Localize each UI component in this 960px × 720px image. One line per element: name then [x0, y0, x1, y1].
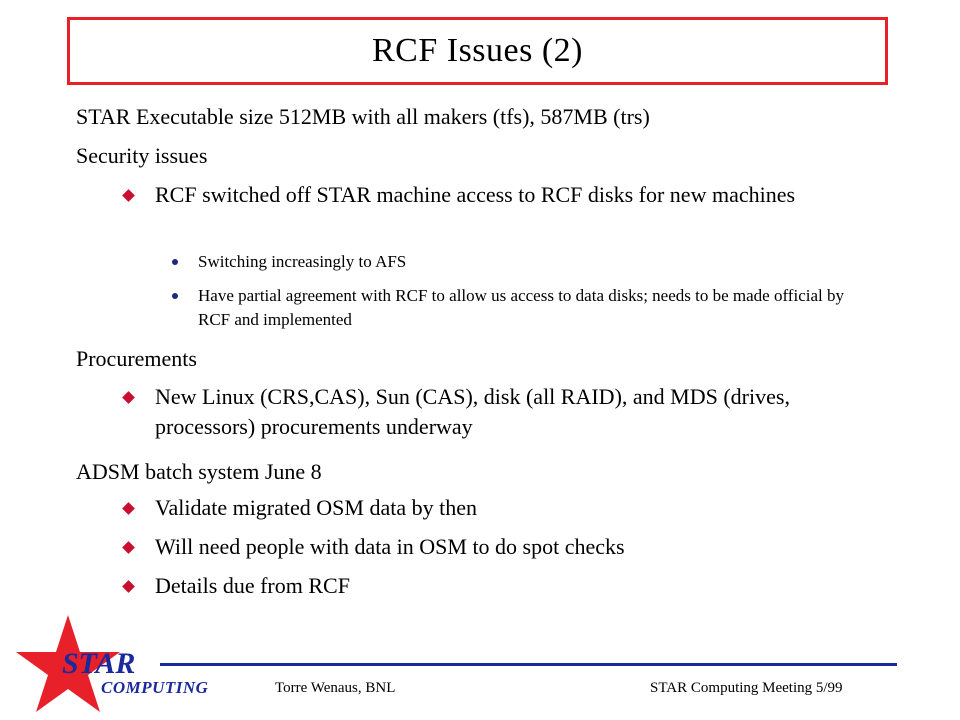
bullet-l1-adsm-batch [76, 457, 322, 487]
dot-bullet-icon [172, 259, 178, 265]
bullet-text: Procurements [76, 346, 197, 371]
bullet-text: Will need people with data in OSM to do spot checks [155, 534, 625, 559]
bullet-text: RCF switched off STAR machine access to RCF disks for new machines [155, 182, 796, 207]
bullet-text: Details due from RCF [155, 573, 350, 598]
bullet-text: Validate migrated OSM data by then [155, 495, 477, 520]
footer-meeting: STAR Computing Meeting 5/99 [650, 680, 843, 696]
bullet-l3-switching-afs [172, 250, 852, 274]
bullet-l2-validate-osm [124, 493, 844, 523]
bullet-text: ADSM batch system June 8 [76, 459, 322, 484]
bullet-l2-rcf-switched-off [124, 180, 844, 210]
bullet-l2-details-due [124, 571, 844, 601]
diamond-bullet-icon [122, 189, 135, 202]
dot-bullet-icon [172, 293, 178, 299]
footer-author: Torre Wenaus, BNL [275, 680, 396, 696]
logo-star-text: STAR [62, 647, 136, 680]
bullet-text: Switching increasingly to AFS [198, 252, 407, 271]
title-box [67, 17, 888, 85]
bullet-text: STAR Executable size 512MB with all makers (tfs), 587MB (trs) [76, 104, 650, 129]
bullet-l3-partial-agreement [172, 284, 852, 332]
diamond-bullet-icon [122, 502, 135, 515]
bullet-l1-security-issues [76, 141, 207, 171]
bullet-l1-executable-size [76, 102, 650, 132]
bullet-l2-spot-checks [124, 532, 844, 562]
diamond-bullet-icon [122, 580, 135, 593]
bullet-l2-new-linux [124, 382, 844, 442]
diamond-bullet-icon [122, 541, 135, 554]
slide-title: RCF Issues (2) [371, 32, 584, 69]
bullet-text: Security issues [76, 143, 208, 168]
diamond-bullet-icon [122, 391, 135, 404]
bullet-text: Have partial agreement with RCF to allow us access to data disks; needs to be made official by RCF and implemented [198, 286, 844, 329]
bullet-l1-procurements [76, 344, 197, 374]
logo-computing-text: COMPUTING [101, 678, 209, 697]
bullet-text: New Linux (CRS,CAS), Sun (CAS), disk (all RAID), and MDS (drives, processors) procurements underway [155, 384, 790, 439]
star-computing-logo [0, 600, 300, 720]
footer-divider [160, 663, 897, 666]
